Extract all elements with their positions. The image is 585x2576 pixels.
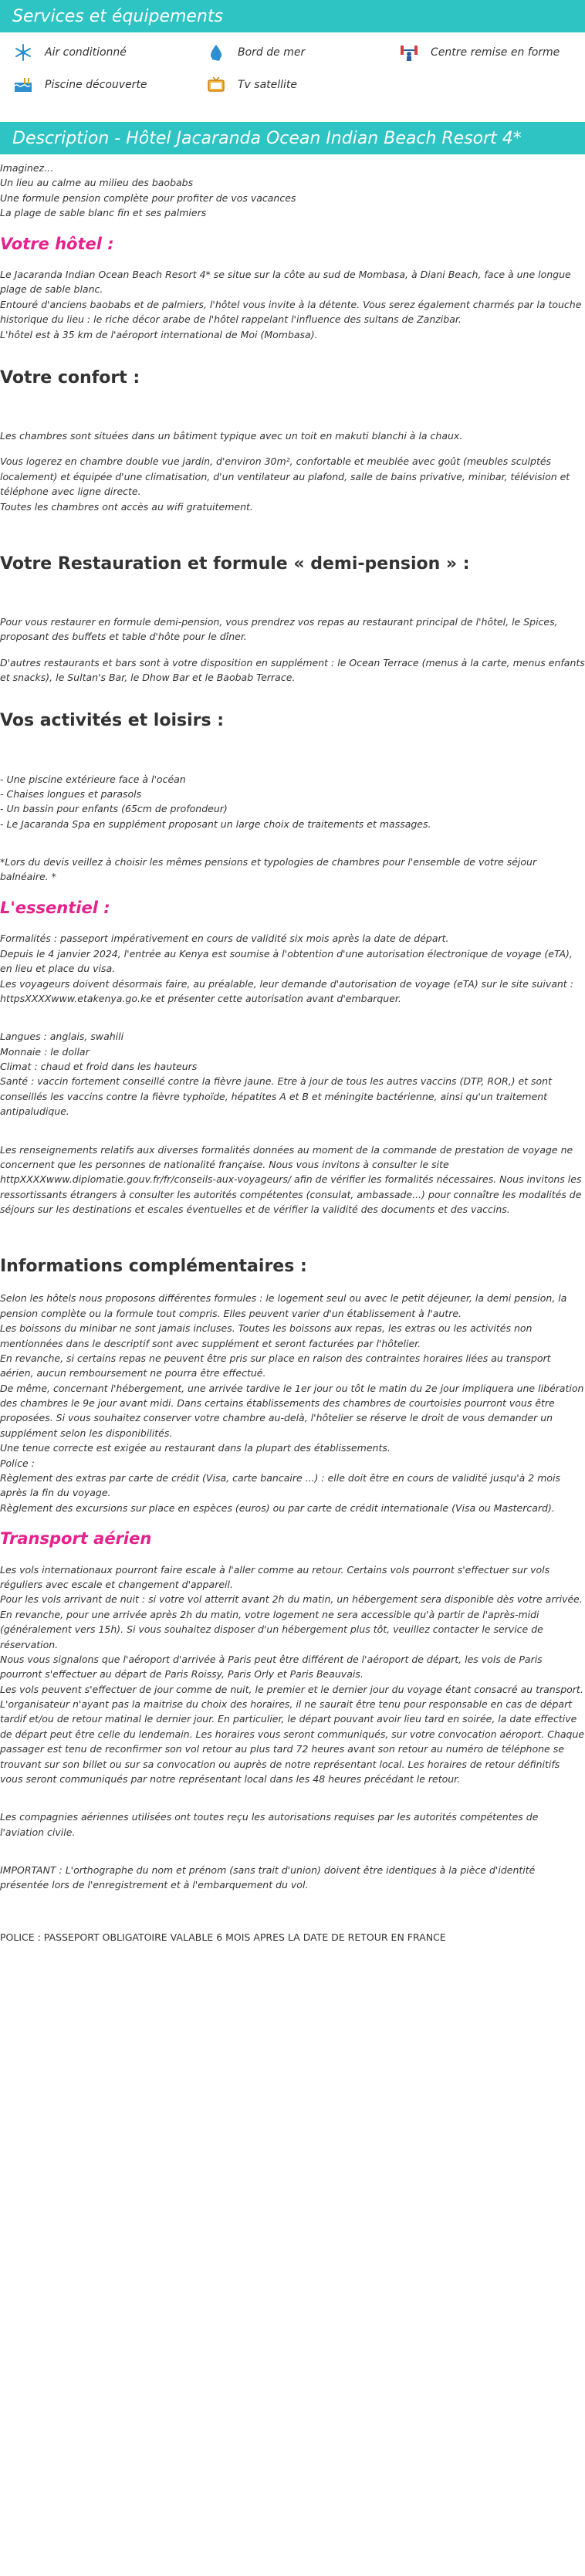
resto-paragraph: D'autres restaurants et bars sont à votre disposition en supplément : le Ocean Terrace (menus à la carte, menus enfants et snacks), le Sultan's Bar, le Dhow Bar et le Baobab Terrace.	[0, 656, 585, 684]
amenity-label: Piscine découverte	[45, 79, 147, 91]
snowflake-icon	[12, 43, 34, 62]
amenity-fitness	[398, 43, 585, 62]
compl-paragraph: Une tenue correcte est exigée au restaurant dans la plupart des établissements.	[0, 1442, 391, 1454]
transport-paragraph: Les vols internationaux pourront faire escale à l'aller comme au retour. Certains vols pourront s'effectuer sur vols réguliers avec escale et changement d'appareil.	[0, 1563, 550, 1591]
intro-line: Un lieu au calme au milieu des baobabs	[0, 177, 194, 189]
police-paragraph: Règlement des extras par carte de crédit (Visa, carte bancaire ...) : elle doit être en cours de validité jusqu'à 2 mois après la fin du voyage.	[0, 1471, 561, 1499]
pool-icon	[12, 76, 34, 94]
compl-paragraph: Les boissons du minibar ne sont jamais incluses. Toutes les boissons aux repas, les extras ou les activités non mentionnées dans le descriptif sont avec supplément et seront facturées par l'hôtelier.	[0, 1322, 533, 1349]
intro-line: Imaginez…	[0, 162, 54, 174]
tv-icon	[205, 76, 227, 94]
compl-paragraph: En revanche, si certains repas ne peuvent être pris sur place en raison des contraintes horaires liées au transport aérien, aucun remboursement ne pourra être effectué.	[0, 1352, 551, 1379]
water-drop-icon	[205, 43, 227, 62]
list-item: - Une piscine extérieure face à l'océan	[0, 773, 186, 785]
transport-paragraph: IMPORTANT : L'orthographe du nom et prénom (sans trait d'union) doivent être identiques à la pièce d'identité présentée lors de l'enregistrement et à l'embarquement du vol.	[0, 1864, 536, 1891]
hotel-heading: Votre hôtel :	[0, 234, 114, 253]
list-item: - Le Jacaranda Spa en supplément proposant un large choix de traitements et massages.	[0, 817, 431, 830]
essentiel-paragraph: Formalités : passeport impérativement en cours de validité six mois après la date de départ.	[0, 933, 449, 945]
resto-paragraph: Pour vous restaurer en formule demi-pension, vous prendrez vos repas au restaurant principal de l'hôtel, le Spices, proposant des buffets et table d'hôte pour le dîner.	[0, 615, 558, 643]
transport-paragraph: Nous vous signalons que l'aéroport d'arrivée à Paris peut être différent de l'aéroport de départ, les vols de Paris pourront s'effectuer au départ de Paris Roissy, Paris Orly et Paris Beauvais.	[0, 1653, 543, 1681]
transport-paragraph: Pour les vols arrivant de nuit : si votre vol atterrit avant 2h du matin, un hébergement sera disponible dès votre arrivée. En revanche, pour une arrivée après 2h du matin, votre logement ne sera accessible qu'à partir de l'après-midi (généralement vers 15h). Si vous souhaitez disposer d'un hébergement plus tôt, veuillez contacter le service de réservation.	[0, 1593, 583, 1650]
confort-paragraph: Vous logerez en chambre double vue jardin, d'environ 30m², confortable et meublée avec goût (meubles sculptés localement) et équipée d'une climatisation, d'un ventilateur au plafond, salle de bains privative, minibar, télévision et téléphone avec ligne directe.	[0, 455, 570, 498]
hotel-paragraph: L'hôtel est à 35 km de l'aéroport international de Moi (Mombasa).	[0, 328, 318, 340]
info-line: Climat : chaud et froid dans les hauteurs	[0, 1061, 198, 1072]
compl-heading: Informations complémentaires :	[0, 1257, 307, 1277]
amenity-label: Tv satellite	[238, 79, 298, 91]
intro-line: La plage de sable blanc fin et ses palmiers	[0, 207, 207, 219]
police-label: Police :	[0, 1457, 35, 1469]
activites-list	[0, 772, 585, 832]
police-footer: POLICE : PASSEPORT OBLIGATOIRE VALABLE 6 MOIS APRES LA DATE DE RETOUR EN FRANCE	[0, 1931, 446, 1943]
amenity-seaside	[205, 43, 398, 62]
info-line: Santé : vaccin fortement conseillé contre la fièvre jaune. Etre à jour de tous les autres vaccins (DTP, ROR,) et sont conseillés les vaccins contre la fièvre typhoïde, hépatites A et B et méningite bactérienne, ainsi qu'un traitement antipaludique.	[0, 1075, 553, 1118]
hotel-paragraph: Le Jacaranda Indian Ocean Beach Resort 4* se situe sur la côte au sud de Mombasa, à Diani Beach, face à une longue plage de sable blanc.	[0, 269, 571, 296]
compl-paragraph: De même, concernant l'hébergement, une arrivée tardive le 1er jour ou tôt le matin du 2e jour impliquera une libération des chambres le 9e jour avant midi. Dans certains établissements des chambres de courtoisies pourront vous être proposées. Si vous souhaitez conserver votre chambre au-delà, l'hôtelier se réserve le droit de vous demander un supplément selon les disponibilités.	[0, 1382, 584, 1439]
police-paragraph: Règlement des excursions sur place en espèces (euros) ou par carte de crédit internationale (Visa ou Mastercard).	[0, 1501, 555, 1514]
description-banner: Description - Hôtel Jacaranda Ocean Indian Beach Resort 4*	[0, 122, 585, 154]
hotel-paragraph: Entouré d'anciens baobabs et de palmiers, l'hôtel vous invite à la détente. Vous serez également charmés par la touche historique du lieu : le riche décor arabe de l'hôtel rappelant l'influence des sultans de Zanzibar.	[0, 298, 582, 326]
info-line: Monnaie : le dollar	[0, 1045, 90, 1058]
fitness-icon	[398, 43, 420, 62]
activites-heading: Vos activités et loisirs :	[0, 711, 225, 731]
amenity-air-conditioning	[12, 43, 205, 62]
amenity-satellite-tv	[205, 76, 398, 94]
devis-note: *Lors du devis veillez à choisir les mêmes pensions et typologies de chambres pour l'ensemble de votre séjour balnéaire. *	[0, 856, 537, 883]
amenities-grid	[0, 32, 585, 94]
transport-paragraph: Les vols peuvent s'effectuer de jour comme de nuit, le premier et le dernier jour du voyage étant consacré au transport. L'organisateur n'ayant pas la maitrise du choix des horaires, il ne saurait être tenu pour responsable en cas de départ tardif et/ou de retour matinal le dernier jour. En particulier, le départ pouvant avoir lieu tard en soirée, la date effective de départ peut être celle du lendemain. Les horaires vous seront communiqués, sur votre convocation aéroport. Chaque passager est tenu de reconfirmer son vol retour au plus tard 72 heures avant son retour au numéro de téléphone se trouvant sur son billet ou sur sa convocation ou auprès de notre représentant local. Les horaires de retour définitifs vous seront communiqués par notre représentant local dans les 48 heures précédant le retour.	[0, 1683, 585, 1785]
services-banner: Services et équipements	[0, 0, 585, 32]
description-content	[0, 154, 585, 1955]
confort-heading: Votre confort :	[0, 367, 140, 388]
intro-line: Une formule pension complète pour profiter de vos vacances	[0, 191, 296, 204]
essentiel-paragraph: Les voyageurs doivent désormais faire, au préalable, leur demande d'autorisation de voyage (eTA) sur le site suivant : httpsXXXXwww.etakenya.go.ke et présenter cette autorisation avant d'embarquer.	[0, 977, 573, 1004]
amenity-label: Bord de mer	[238, 46, 306, 59]
transport-heading: Transport aérien	[0, 1529, 152, 1549]
confort-paragraph: Les chambres sont situées dans un bâtiment typique avec un toit en makuti blanchi à la chaux.	[0, 430, 463, 442]
essentiel-info	[0, 1029, 585, 1119]
transport-paragraph: Les compagnies aériennes utilisées ont toutes reçu les autorisations requises par les autorités compétentes de l'aviation civile.	[0, 1811, 539, 1838]
info-line: Langues : anglais, swahili	[0, 1031, 124, 1043]
list-item: - Chaises longues et parasols	[0, 787, 142, 800]
amenity-pool	[12, 76, 205, 94]
intro-block	[0, 161, 585, 221]
essentiel-paragraph: Les renseignements relatifs aux diverses formalités données au moment de la commande de prestation de voyage ne concernent que les personnes de nationalité française. Nous vous invitons à consulter le site httpXXXXwww.diplomatie.gouv.fr/fr/conseils-aux-voyageurs/ afin de vérifier les formalités nécessaires. Nous invitons les ressortissants étrangers à consulter les autorités compétentes (consulat, ambassade...) pour connaître les modalités de séjours sur les destinations et escales éventuelles et de vérifier la validité des documents et des vaccins.	[0, 1143, 582, 1215]
amenity-label: Air conditionné	[45, 46, 127, 59]
essentiel-heading: L'essentiel :	[0, 898, 110, 917]
resto-heading: Votre Restauration et formule « demi-pension » :	[0, 553, 470, 574]
amenity-label: Centre remise en forme	[431, 46, 560, 59]
essentiel-paragraph: Depuis le 4 janvier 2024, l'entrée au Kenya est soumise à l'obtention d'une autorisation électronique de voyage (eTA), en lieu et place du visa.	[0, 947, 573, 975]
confort-paragraph: Toutes les chambres ont accès au wifi gratuitement.	[0, 500, 253, 513]
list-item: - Un bassin pour enfants (65cm de profondeur)	[0, 803, 228, 815]
compl-paragraph: Selon les hôtels nous proposons différentes formules : le logement seul ou avec le petit déjeuner, la demi pension, la pension complète ou la formule tout compris. Elles peuvent varier d'un établissement à l'autre.	[0, 1292, 567, 1319]
